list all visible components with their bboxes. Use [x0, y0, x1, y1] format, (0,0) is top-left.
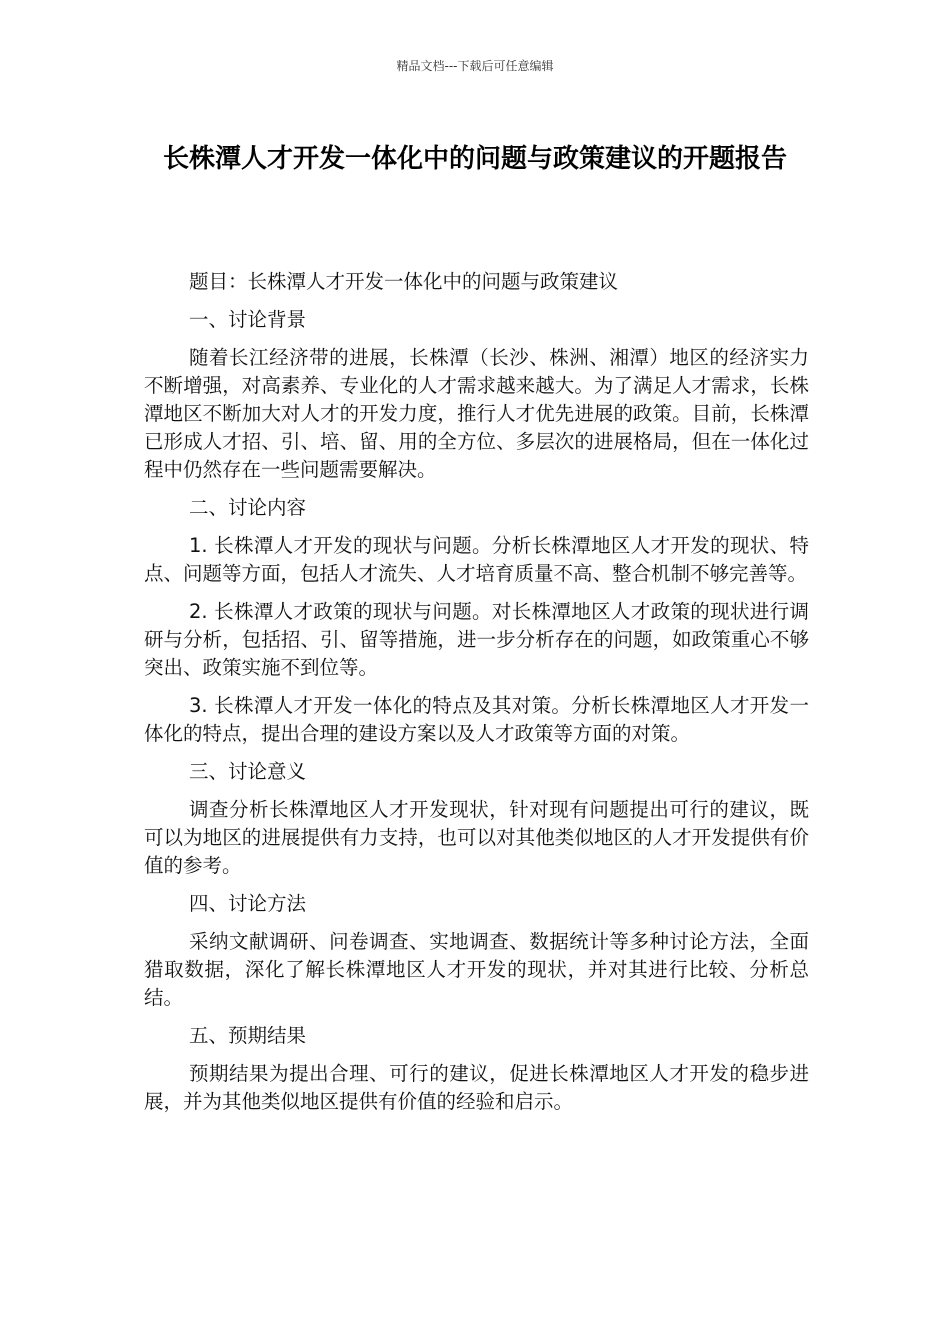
paragraph-content-1: 1. 长株潭人才开发的现状与问题。分析长株潭地区人才开发的现状、特点、问题等方面，包括人才流失、人才培育质量不高、整合机制不够完善等。 — [144, 534, 809, 585]
subject-line: 题目：长株潭人才开发一体化中的问题与政策建议 — [189, 270, 619, 293]
document-title: 长株潭人才开发一体化中的问题与政策建议的开题报告 — [162, 144, 787, 174]
page-header: 精品文档---下载后可任意编辑 — [396, 59, 554, 73]
paragraph-expected-results: 预期结果为提出合理、可行的建议，促进长株潭地区人才开发的稳步进展，并为其他类似地区提供有价值的经验和启示。 — [144, 1062, 809, 1113]
paragraph-background: 随着长江经济带的进展，长株潭（长沙、株洲、湘潭）地区的经济实力不断增强，对高素养、专业化的人才需求越来越大。为了满足人才需求，长株潭地区不断加大对人才的开发力度，推行人才优先进展的政策。目前，长株潭已形成人才招、引、培、留、用的全方位、多层次的进展格局，但在一体化过程中仍然存在一些问题需要解决。 — [144, 346, 809, 481]
document-body — [144, 268, 809, 1126]
section-heading-methods: 四、讨论方法 — [189, 892, 307, 915]
section-heading-expected-results: 五、预期结果 — [189, 1024, 307, 1047]
section-heading-significance: 三、讨论意义 — [189, 760, 307, 783]
section-heading-content: 二、讨论内容 — [189, 496, 307, 519]
paragraph-methods: 采纳文献调研、问卷调查、实地调查、数据统计等多种讨论方法，全面猎取数据，深化了解长株潭地区人才开发的现状，并对其进行比较、分析总结。 — [144, 930, 809, 1009]
paragraph-significance: 调查分析长株潭地区人才开发现状，针对现有问题提出可行的建议，既可以为地区的进展提供有力支持，也可以对其他类似地区的人才开发提供有价值的参考。 — [144, 798, 809, 877]
paragraph-content-2: 2. 长株潭人才政策的现状与问题。对长株潭地区人才政策的现状进行调研与分析，包括招、引、留等措施，进一步分析存在的问题，如政策重心不够突出、政策实施不到位等。 — [144, 600, 809, 679]
paragraph-content-3: 3. 长株潭人才开发一体化的特点及其对策。分析长株潭地区人才开发一体化的特点，提出合理的建设方案以及人才政策等方面的对策。 — [144, 694, 809, 745]
section-heading-background: 一、讨论背景 — [189, 308, 307, 331]
